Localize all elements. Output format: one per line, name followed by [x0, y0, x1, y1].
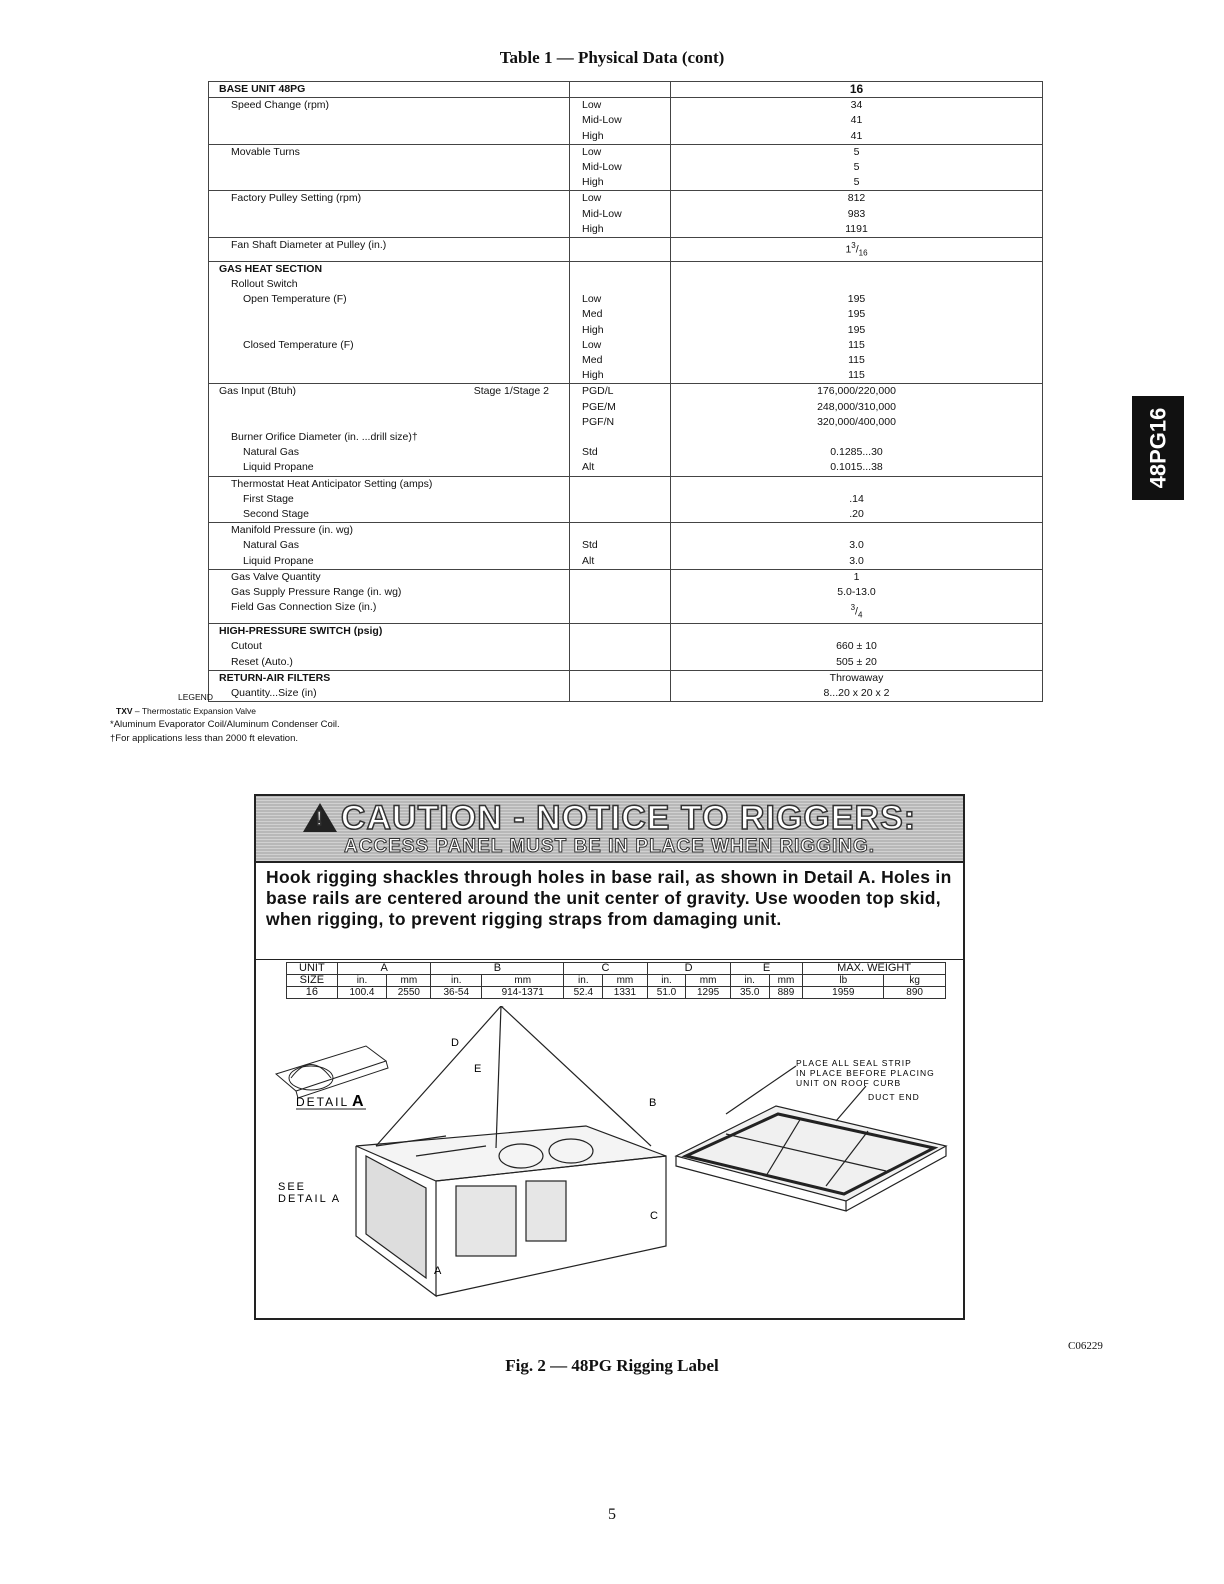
- unit-drawing: [356, 1006, 666, 1296]
- fan-shaft-label: Fan Shaft Diameter at Pulley (in.): [231, 239, 387, 252]
- warning-icon: !: [303, 803, 337, 832]
- detail-a-sketch: [276, 1046, 388, 1098]
- header-size: 16: [671, 82, 1043, 98]
- page-number: 5: [608, 1506, 616, 1523]
- header-label: BASE UNIT 48PG: [209, 82, 570, 98]
- table-title: Table 1 — Physical Data (cont): [499, 48, 725, 67]
- svg-text:PLACE ALL SEAL STRIP: PLACE ALL SEAL STRIP: [796, 1058, 912, 1068]
- rigging-label: [254, 794, 965, 1320]
- detail-letter: A: [352, 1093, 364, 1110]
- svg-text:D: D: [451, 1037, 459, 1049]
- side-tab: 48PG16: [1132, 396, 1184, 500]
- legend: LEGEND TXV – Thermostatic Expansion Valve *Aluminum Evaporator Coil/Aluminum Condenser Coil. †For applications less than 2000 ft elevation.: [110, 692, 340, 744]
- svg-text:IN PLACE BEFORE PLACING: IN PLACE BEFORE PLACING: [796, 1068, 935, 1078]
- svg-text:A: A: [434, 1265, 442, 1277]
- rigging-dimensions-table: UNIT A B C D E MAX. WEIGHT SIZE in. mm in. mm in. mm in. mm in. mm lb kg 16 100.4 2550 36-54 914-1371 52.4 1331 51.0 1295 35.0 889 1959 890: [286, 962, 946, 999]
- svg-text:C: C: [650, 1210, 658, 1222]
- caution-subheading: ACCESS PANEL MUST BE IN PLACE WHEN RIGGING.: [343, 836, 876, 857]
- figure-caption: Fig. 2 — 48PG Rigging Label: [505, 1356, 719, 1375]
- gas-heat-section: GAS HEAT SECTION: [219, 262, 323, 275]
- rigging-notice: Hook rigging shackles through holes in base rail, as shown in Detail A. Holes in base rails are centered around the unit center of gravity. Use wooden top skid, when rigging, to prevent rigging straps from damaging unit.: [256, 863, 963, 960]
- svg-text:B: B: [649, 1097, 657, 1109]
- speed-change-label: Speed Change (rpm): [231, 99, 330, 112]
- caution-heading: CAUTION - NOTICE TO RIGGERS:: [340, 799, 917, 837]
- movable-turns-label: Movable Turns: [231, 145, 300, 158]
- fan-shaft-value: $1^3/_{16}$: [671, 238, 1043, 262]
- curb-notes: [796, 1058, 935, 1102]
- svg-text:DUCT END: DUCT END: [868, 1092, 920, 1102]
- caution-banner: [256, 796, 963, 863]
- footnote-2: †For applications less than 2000 ft elevation.: [110, 733, 299, 744]
- svg-text:UNIT ON ROOF CURB: UNIT ON ROOF CURB: [796, 1078, 902, 1088]
- svg-text:DETAIL A: DETAIL A: [278, 1193, 342, 1205]
- rigging-drawing: [256, 1006, 963, 1318]
- footnote-1: *Aluminum Evaporator Coil/Aluminum Condenser Coil.: [110, 719, 340, 730]
- detail-label: DETAIL: [296, 1095, 350, 1109]
- svg-text:SEE: SEE: [278, 1181, 307, 1193]
- factory-pulley-label: Factory Pulley Setting (rpm): [231, 192, 362, 205]
- svg-text:E: E: [474, 1063, 482, 1075]
- gas-input-label: Gas Input (Btuh): [219, 385, 297, 398]
- figure-code: C06229: [1068, 1340, 1103, 1352]
- physical-data-table: BASE UNIT 48PG 16 Speed Change (rpm) Low 34 Mid-Low 41 High 41 Movable Turns Low 5 Mid-Low 5 High 5 Factory Pulley Setting (rpm) Low 812 Mid-Low 983 High 1191 Fan Shaft Diameter at Pulley (in.) $1^3/_{16}$ GAS HEAT SECTION Rollout Switch Open Temperature (F) Low 195 Med 195 High 195 Closed Temperature (F) Low 115 Med 115 High 115 Gas Input (Btuh) Stage 1/Stage 2 PGD/L 176,000/220,000 PGE/M 248,000/310,000 PGF/N 320,000/400,000 Burner Orifice Diameter (in. ...drill size)† Natural Gas Std 0.1285...30 Liquid Propane Alt 0.1015...38 Thermostat Heat Anticipator Setting (amps) First Stage .14 Second Stage .20 Manifold Pressure (in. wg) Natural Gas Std 3.0 Liquid Propane Alt 3.0 Gas Valve Quantity 1 Gas Supply Pressure Range (in. wg) 5.0-13.0 Field Gas Connection Size (in.) $^3/_4$ HIGH-PRESSURE SWITCH (psig) Cutout 660 ± 10 Reset (Auto.) 505 ± 20 RETURN-AIR FILTERS Throwaway Quantity...Size (in) 8...20 x 20 x 2: [208, 81, 1043, 702]
